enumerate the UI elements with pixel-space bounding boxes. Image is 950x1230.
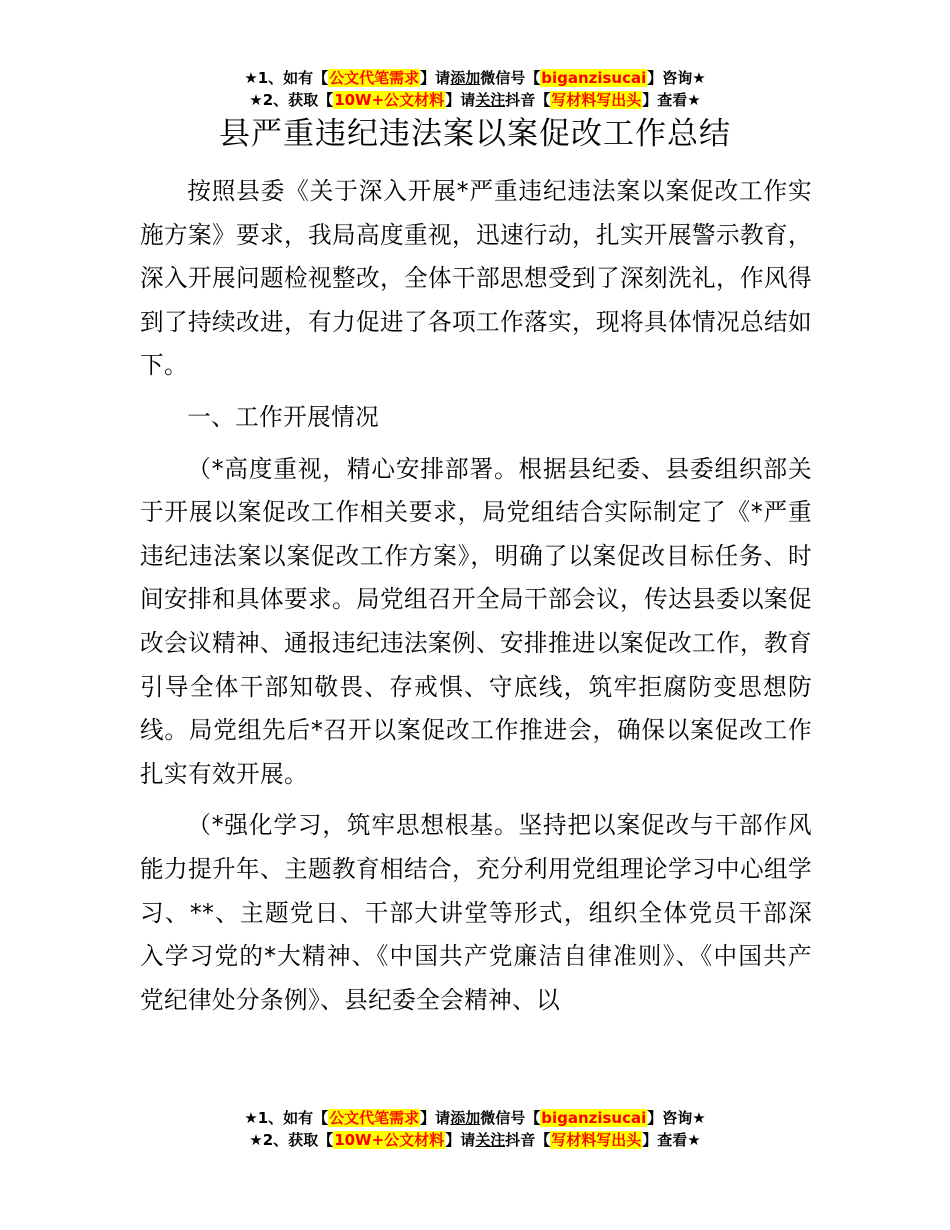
banner-text: ★2、获取【	[249, 1131, 334, 1149]
banner-text: 】请	[420, 69, 451, 87]
banner-line-1	[0, 67, 950, 89]
banner-line-2	[0, 89, 950, 111]
highlight-text: 10W+公文材料	[334, 91, 445, 109]
banner-line-2	[0, 1129, 950, 1151]
banner-text: 】查看★	[642, 1131, 701, 1149]
banner-text: 】请	[445, 91, 476, 109]
banner-text: ★1、如有【	[244, 69, 329, 87]
document-title: 县严重违纪违法案以案促改工作总结	[219, 116, 731, 152]
highlight-text: 写材料写出头	[551, 91, 642, 109]
underlined-text: 添加	[450, 69, 481, 87]
banner-text: 微信号【	[480, 69, 541, 87]
banner-text: 】查看★	[642, 91, 701, 109]
banner-text: 】咨询★	[647, 1109, 706, 1127]
banner-text: 】咨询★	[647, 69, 706, 87]
banner-text: 抖音【	[505, 1131, 551, 1149]
header-banner	[0, 67, 950, 111]
paragraph: （*高度重视，精心安排部署。根据县纪委、县委组织部关于开展以案促改工作相关要求，局党组结合实际制定了《*严重违纪违法案以案促改工作方案》，明确了以案促改目标任务、时间安排和具体要求。局党组召开全局干部会议，传达县委以案促改会议精神、通报违纪违法案例、安排推进以案促改工作，教育引导全体干部知敬畏、存戒惧、守底线，筑牢拒腐防变思想防线。局党组先后*召开以案促改工作推进会，确保以案促改工作扎实有效开展。	[140, 454, 812, 788]
document-body	[140, 170, 812, 1030]
footer-banner	[0, 1107, 950, 1151]
banner-text: ★1、如有【	[244, 1109, 329, 1127]
underlined-text: 关注	[475, 91, 506, 109]
highlight-text: biganzisucai	[541, 1109, 647, 1127]
highlight-text: biganzisucai	[541, 69, 647, 87]
banner-text: 微信号【	[480, 1109, 541, 1127]
banner-text: ★2、获取【	[249, 91, 334, 109]
paragraph-intro: 按照县委《关于深入开展*严重违纪违法案以案促改工作实施方案》要求，我局高度重视，迅速行动，扎实开展警示教育，深入开展问题检视整改，全体干部思想受到了深刻洗礼，作风得到了持续改进，有力促进了各项工作落实，现将具体情况总结如下。	[140, 177, 812, 380]
underlined-text: 关注	[475, 1131, 506, 1149]
banner-text: 】请	[445, 1131, 476, 1149]
banner-text: 】请	[420, 1109, 451, 1127]
highlight-text: 写材料写出头	[551, 1131, 642, 1149]
banner-line-1	[0, 1107, 950, 1129]
banner-text: 抖音【	[505, 91, 551, 109]
highlight-text: 10W+公文材料	[334, 1131, 445, 1149]
section-heading: 一、工作开展情况	[187, 402, 380, 431]
highlight-text: 公文代笔需求	[329, 69, 420, 87]
underlined-text: 添加	[450, 1109, 481, 1127]
highlight-text: 公文代笔需求	[329, 1109, 420, 1127]
paragraph: （*强化学习，筑牢思想根基。坚持把以案促改与干部作风能力提升年、主题教育相结合，充分利用党组理论学习中心组学习、**、主题党日、干部大讲堂等形式，组织全体党员干部深入学习党的*大精神、《中国共产党廉洁自律准则》、《中国共产党纪律处分条例》、县纪委全会精神、以	[140, 811, 812, 1014]
